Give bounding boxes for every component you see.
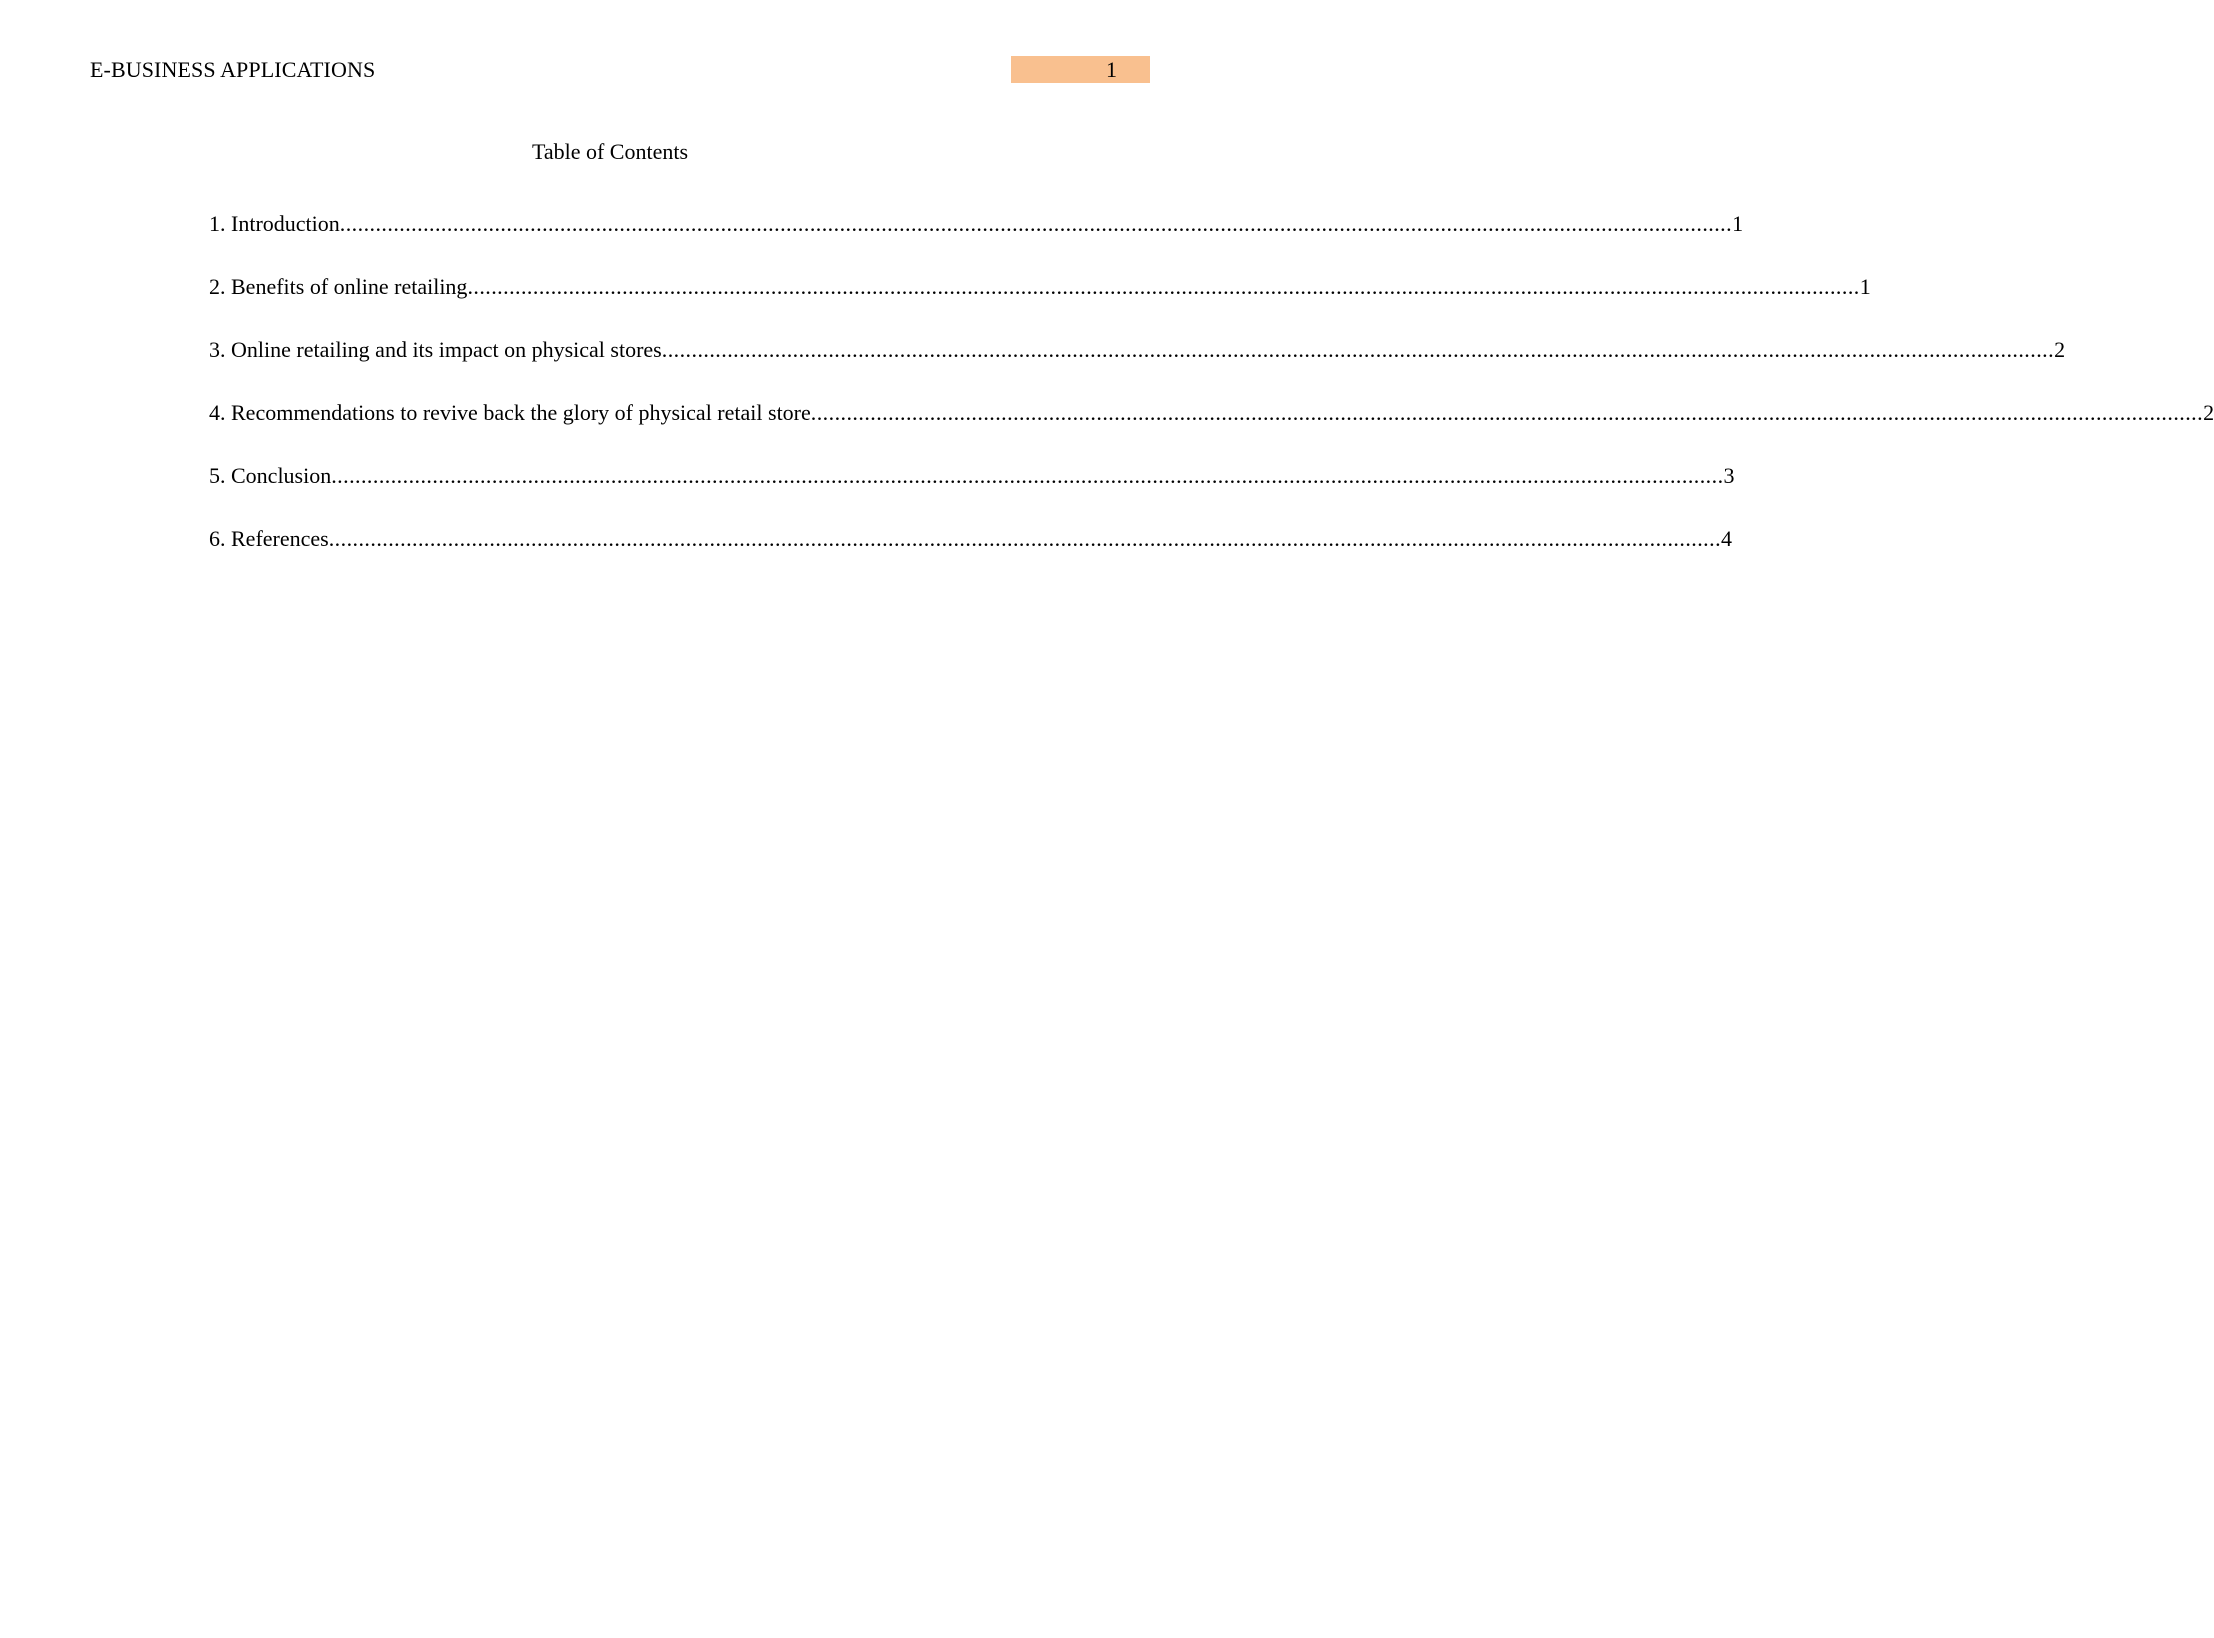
toc-entry-conclusion[interactable]: [209, 463, 1735, 526]
toc-entry-page: 3: [1723, 463, 1735, 488]
toc-dot-leader: ..........................................................................................................................................................................................................................................: [331, 463, 1724, 488]
toc-entry-page: 4: [1721, 526, 1733, 551]
toc-entry-label: 1. Introduction: [209, 211, 340, 236]
toc-entry-page: 2: [2203, 400, 2214, 425]
toc-entry-introduction[interactable]: [209, 211, 1744, 274]
toc-entry-label: 3. Online retailing and its impact on physical stores: [209, 337, 662, 362]
toc-dot-leader: ..........................................................................................................................................................................................................................................: [328, 526, 1722, 551]
toc-entry-label: 5. Conclusion: [209, 463, 332, 488]
toc-entry-benefits[interactable]: [209, 274, 1871, 337]
toc-dot-leader: ..........................................................................................................................................................................................................................................: [661, 337, 2055, 362]
toc-entry-page: 1: [1732, 211, 1744, 236]
page-number: 1: [1106, 57, 1117, 82]
toc-entry-label: 6. References: [209, 526, 329, 551]
toc-entry-page: 2: [2054, 337, 2066, 362]
toc-entry-page: 1: [1859, 274, 1871, 299]
toc-entry-recommendations[interactable]: [209, 400, 2214, 463]
toc-heading: Table of Contents: [531, 139, 689, 164]
toc-entry-impact[interactable]: [209, 337, 2066, 400]
toc-dot-leader: ..........................................................................................................................................................................................................................................: [810, 400, 2204, 425]
toc-entry-references[interactable]: [209, 526, 1733, 589]
toc-list: [209, 211, 2214, 589]
toc-entry-label: 2. Benefits of online retailing: [209, 274, 468, 299]
toc-entry-label: 4. Recommendations to revive back the glory of physical retail store: [209, 400, 811, 425]
running-header-title: E-BUSINESS APPLICATIONS: [90, 57, 376, 82]
page-number-highlight: [1011, 56, 1150, 83]
toc-dot-leader: ..........................................................................................................................................................................................................................................: [339, 211, 1733, 236]
toc-dot-leader: ..........................................................................................................................................................................................................................................: [467, 274, 1860, 299]
